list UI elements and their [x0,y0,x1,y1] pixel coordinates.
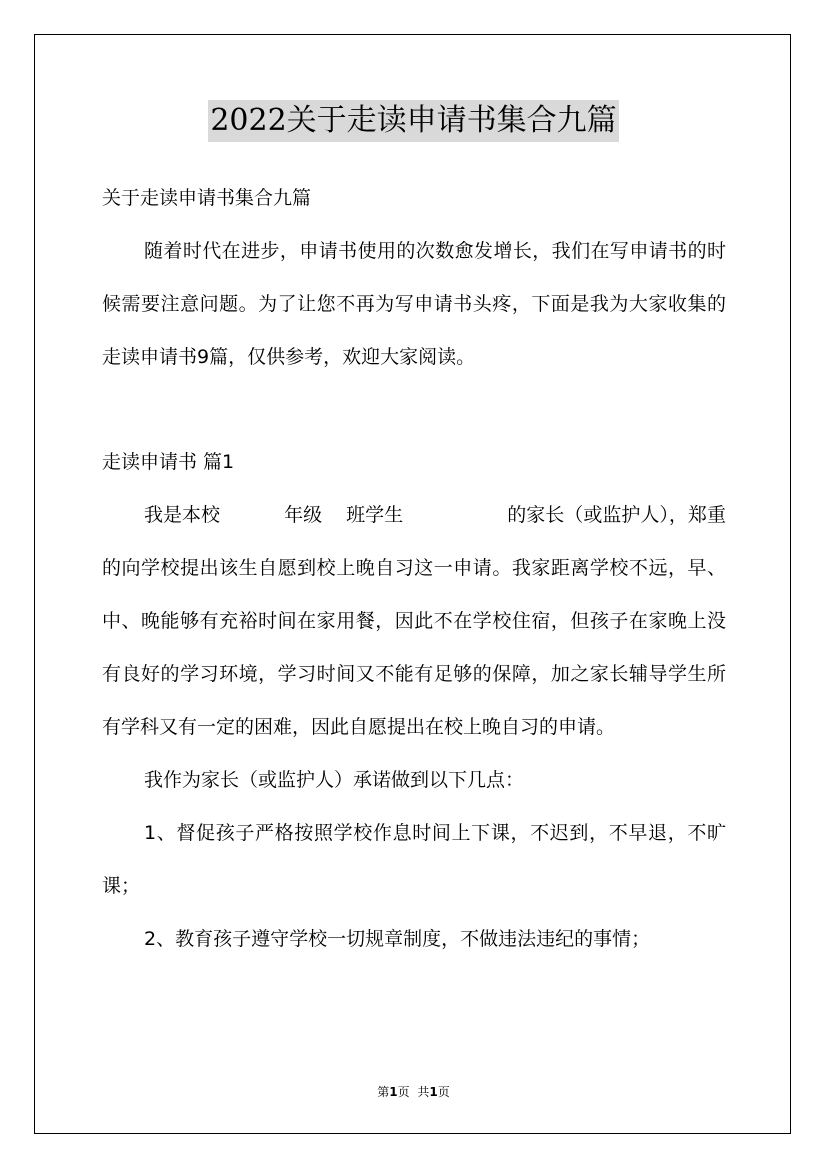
document-subtitle: 关于走读申请书集合九篇 [102,187,312,209]
footer-page-prefix: 第 [377,1085,390,1099]
footer-total-suffix: 页 [437,1085,450,1099]
page-footer [0,1083,827,1100]
letter-paragraph [102,489,726,754]
letter-text-class: 班学生 [346,504,404,526]
intro-paragraph: 随着时代在进步，申请书使用的次数愈发增长，我们在写申请书的时候需要注意问题。为了让您不再为写申请书头疼，下面是我为大家收集的走读申请书9篇，仅供参考，欢迎大家阅读。 [102,240,726,368]
footer-page-number: 1 [389,1085,398,1099]
pledge-item-2: 2、教育孩子遵守学校一切规章制度，不做违法违纪的事情； [144,928,651,950]
letter-text-school: 我是本校 [144,504,221,526]
section-heading: 走读申请书 篇1 [102,451,235,473]
document-title [0,100,827,142]
footer-total-pages: 1 [429,1085,438,1099]
footer-total-prefix: 共 [417,1085,430,1099]
pledge-intro: 我作为家长（或监护人）承诺做到以下几点： [144,769,525,791]
footer-page-suffix: 页 [397,1085,410,1099]
document-title-text: 2022关于走读申请书集合九篇 [208,100,618,142]
section-spacer [102,384,726,436]
pledge-item-1: 1、督促孩子严格按照学校作息时间上下课，不迟到，不早退，不旷课； [102,822,726,897]
document-body [102,172,726,966]
letter-text-body: 的家长（或监护人），郑重的向学校提出该生自愿到校上晚自习这一申请。我家距离学校不远，早、中、晚能够有充裕时间在家用餐，因此不在学校住宿，但孩子在家晚上没有良好的学习环境，学习时间又不能有足够的保障，加之家长辅导学生所有学科又有一定的困难，因此自愿提出在校上晚自习的申请。 [102,504,726,738]
letter-text-grade: 年级 [284,504,323,526]
